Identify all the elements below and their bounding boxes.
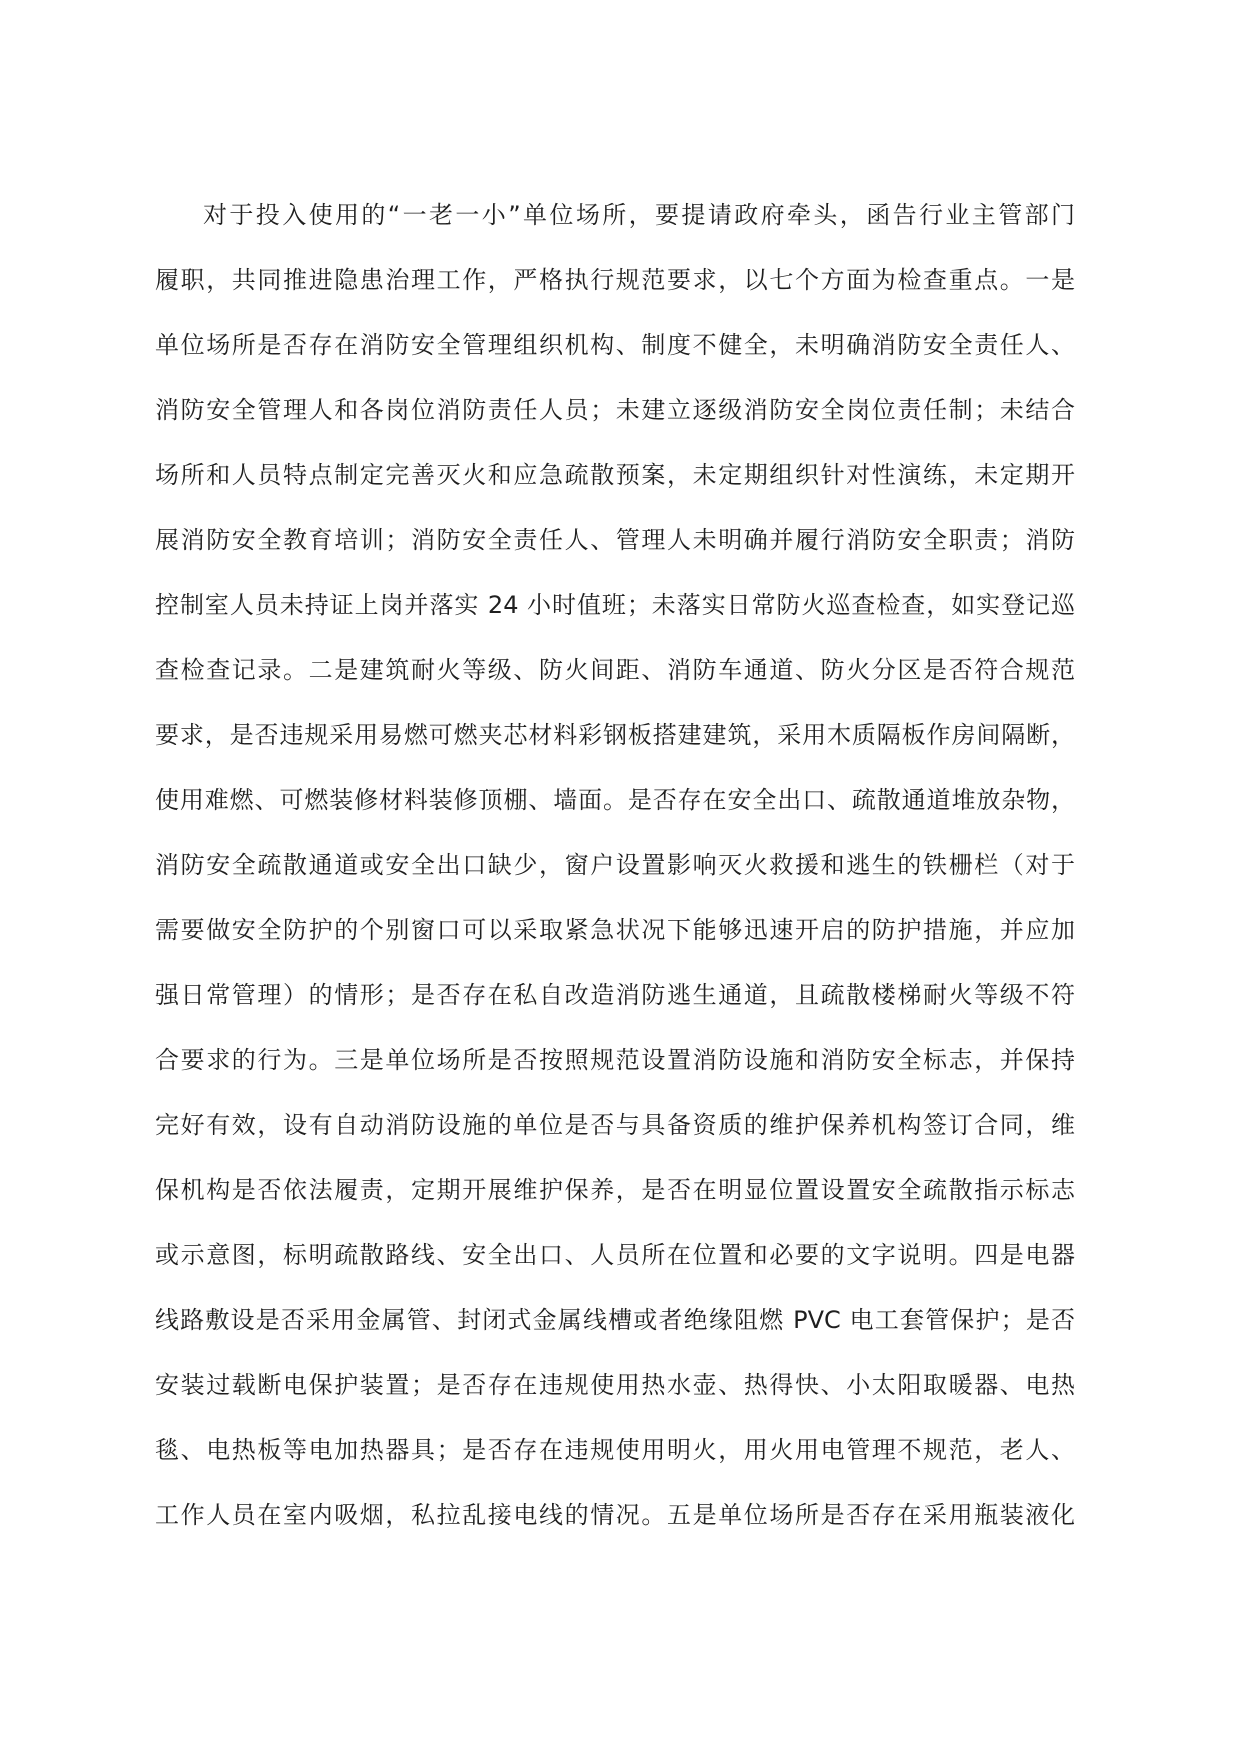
paragraph-line: 工作人员在室内吸烟，私拉乱接电线的情况。五是单位场所是否存在采用瓶装液化 xyxy=(155,1501,1075,1529)
paragraph-line: 履职，共同推进隐患治理工作，严格执行规范要求，以七个方面为检查重点。一是 xyxy=(155,266,1075,294)
paragraph-line: 需要做安全防护的个别窗口可以采取紧急状况下能够迅速开启的防护措施，并应加 xyxy=(155,916,1075,944)
paragraph-line: 单位场所是否存在消防安全管理组织机构、制度不健全，未明确消防安全责任人、 xyxy=(155,331,1075,359)
paragraph-line: 合要求的行为。三是单位场所是否按照规范设置消防设施和消防安全标志，并保持 xyxy=(155,1046,1075,1074)
paragraph-line: 安装过载断电保护装置；是否存在违规使用热水壶、热得快、小太阳取暖器、电热 xyxy=(155,1371,1075,1399)
paragraph-line: 展消防安全教育培训；消防安全责任人、管理人未明确并履行消防安全职责；消防 xyxy=(155,526,1075,554)
paragraph-line: 或示意图，标明疏散路线、安全出口、人员所在位置和必要的文字说明。四是电器 xyxy=(155,1241,1075,1269)
paragraph-line: 使用难燃、可燃装修材料装修顶棚、墙面。是否存在安全出口、疏散通道堆放杂物， xyxy=(155,786,1075,814)
paragraph-line: 完好有效，设有自动消防设施的单位是否与具备资质的维护保养机构签订合同，维 xyxy=(155,1111,1075,1139)
paragraph-line: 消防安全管理人和各岗位消防责任人员；未建立逐级消防安全岗位责任制；未结合 xyxy=(155,396,1075,424)
paragraph-line: 强日常管理）的情形；是否存在私自改造消防逃生通道，且疏散楼梯耐火等级不符 xyxy=(155,981,1075,1009)
body-paragraph xyxy=(155,183,1075,1548)
paragraph-line: 场所和人员特点制定完善灭火和应急疏散预案，未定期组织针对性演练，未定期开 xyxy=(155,461,1075,489)
paragraph-line: 要求，是否违规采用易燃可燃夹芯材料彩钢板搭建建筑，采用木质隔板作房间隔断， xyxy=(155,721,1075,749)
paragraph-line: 保机构是否依法履责，定期开展维护保养，是否在明显位置设置安全疏散指示标志 xyxy=(155,1176,1075,1204)
paragraph-line: 对于投入使用的“一老一小”单位场所，要提请政府牵头，函告行业主管部门 xyxy=(203,201,1075,229)
paragraph-line: 查检查记录。二是建筑耐火等级、防火间距、消防车通道、防火分区是否符合规范 xyxy=(155,656,1075,684)
paragraph-line: 消防安全疏散通道或安全出口缺少，窗户设置影响灭火救援和逃生的铁栅栏（对于 xyxy=(155,851,1075,879)
paragraph-line: 控制室人员未持证上岗并落实 24 小时值班；未落实日常防火巡查检查，如实登记巡 xyxy=(155,591,1075,619)
paragraph-line: 线路敷设是否采用金属管、封闭式金属线槽或者绝缘阻燃 PVC 电工套管保护；是否 xyxy=(155,1306,1075,1334)
paragraph-line: 毯、电热板等电加热器具；是否存在违规使用明火，用火用电管理不规范，老人、 xyxy=(155,1436,1075,1464)
